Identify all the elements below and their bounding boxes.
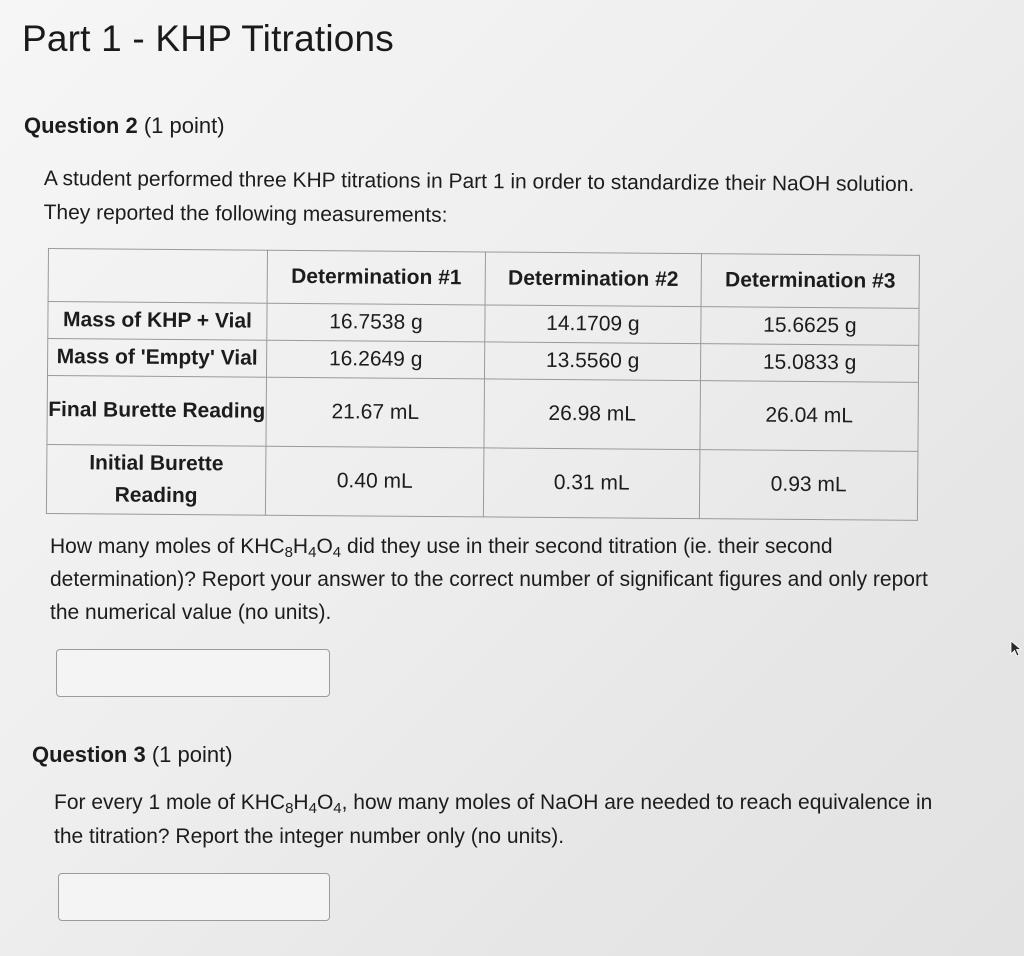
table-row <box>46 444 918 520</box>
question-points: (1 point) <box>143 113 225 138</box>
question-3-heading <box>32 742 233 768</box>
table-header-cell: Determination #1 <box>267 250 485 305</box>
table-header-cell: Determination #3 <box>701 254 919 309</box>
table-header-cell <box>48 249 268 304</box>
table-cell: 0.31 mL <box>483 448 700 519</box>
table-cell: 21.67 mL <box>266 377 484 448</box>
prompt-text-start: How many moles of <box>50 535 241 558</box>
question-3-prompt <box>54 786 934 854</box>
khp-formula: $KHC_8H_4O_4$ <box>240 535 342 561</box>
table-cell: 14.1709 g <box>485 305 701 344</box>
question-points: (1 point) <box>151 742 233 767</box>
khp-formula: $KHC_8H_4O_4$ <box>240 791 342 817</box>
prompt-text-start: For every 1 mole of <box>54 791 241 814</box>
table-cell: 15.6625 g <box>701 307 919 346</box>
question-3-answer-input[interactable] <box>58 873 330 921</box>
table-cell: 15.0833 g <box>700 344 918 383</box>
prompt-text-end: , how many moles of NaOH are needed to reach equivalence in the titration? Report the integer number only (no units). <box>54 791 933 848</box>
table-cell: 26.98 mL <box>484 379 701 450</box>
row-label: Mass of KHP + Vial <box>48 302 267 341</box>
question-2-heading <box>24 113 225 139</box>
page-title: Part 1 - KHP Titrations <box>22 18 394 59</box>
row-label: Final Burette Reading <box>47 376 267 447</box>
question-2-intro: A student performed three KHP titrations in Part 1 in order to standardize their NaOH solution. They reported the following measurements: <box>43 166 915 227</box>
measurements-table <box>46 248 920 521</box>
table-cell: 26.04 mL <box>700 381 919 452</box>
table-cell: 0.93 mL <box>699 450 918 521</box>
row-label: Mass of 'Empty' Vial <box>47 339 266 378</box>
table-row <box>47 376 919 452</box>
question-number: Question 2 <box>24 113 138 138</box>
prompt-text-end: did they use in their second titration (ie. their second determination)? Report your answer to the correct number of significant figures and only report the numerical value (no units). <box>50 535 928 624</box>
row-label: Initial Burette Reading <box>46 444 266 515</box>
table-header-row <box>48 249 919 309</box>
question-number: Question 3 <box>32 742 146 767</box>
table-cell: 16.7538 g <box>267 303 485 342</box>
question-2-prompt <box>50 530 930 629</box>
table-cell: 0.40 mL <box>266 446 484 517</box>
mouse-pointer-icon <box>1010 640 1022 658</box>
table-cell: 13.5560 g <box>485 342 701 381</box>
table-header-cell: Determination #2 <box>485 252 701 307</box>
table-cell: 16.2649 g <box>267 340 485 379</box>
question-2-answer-input[interactable] <box>56 649 330 697</box>
